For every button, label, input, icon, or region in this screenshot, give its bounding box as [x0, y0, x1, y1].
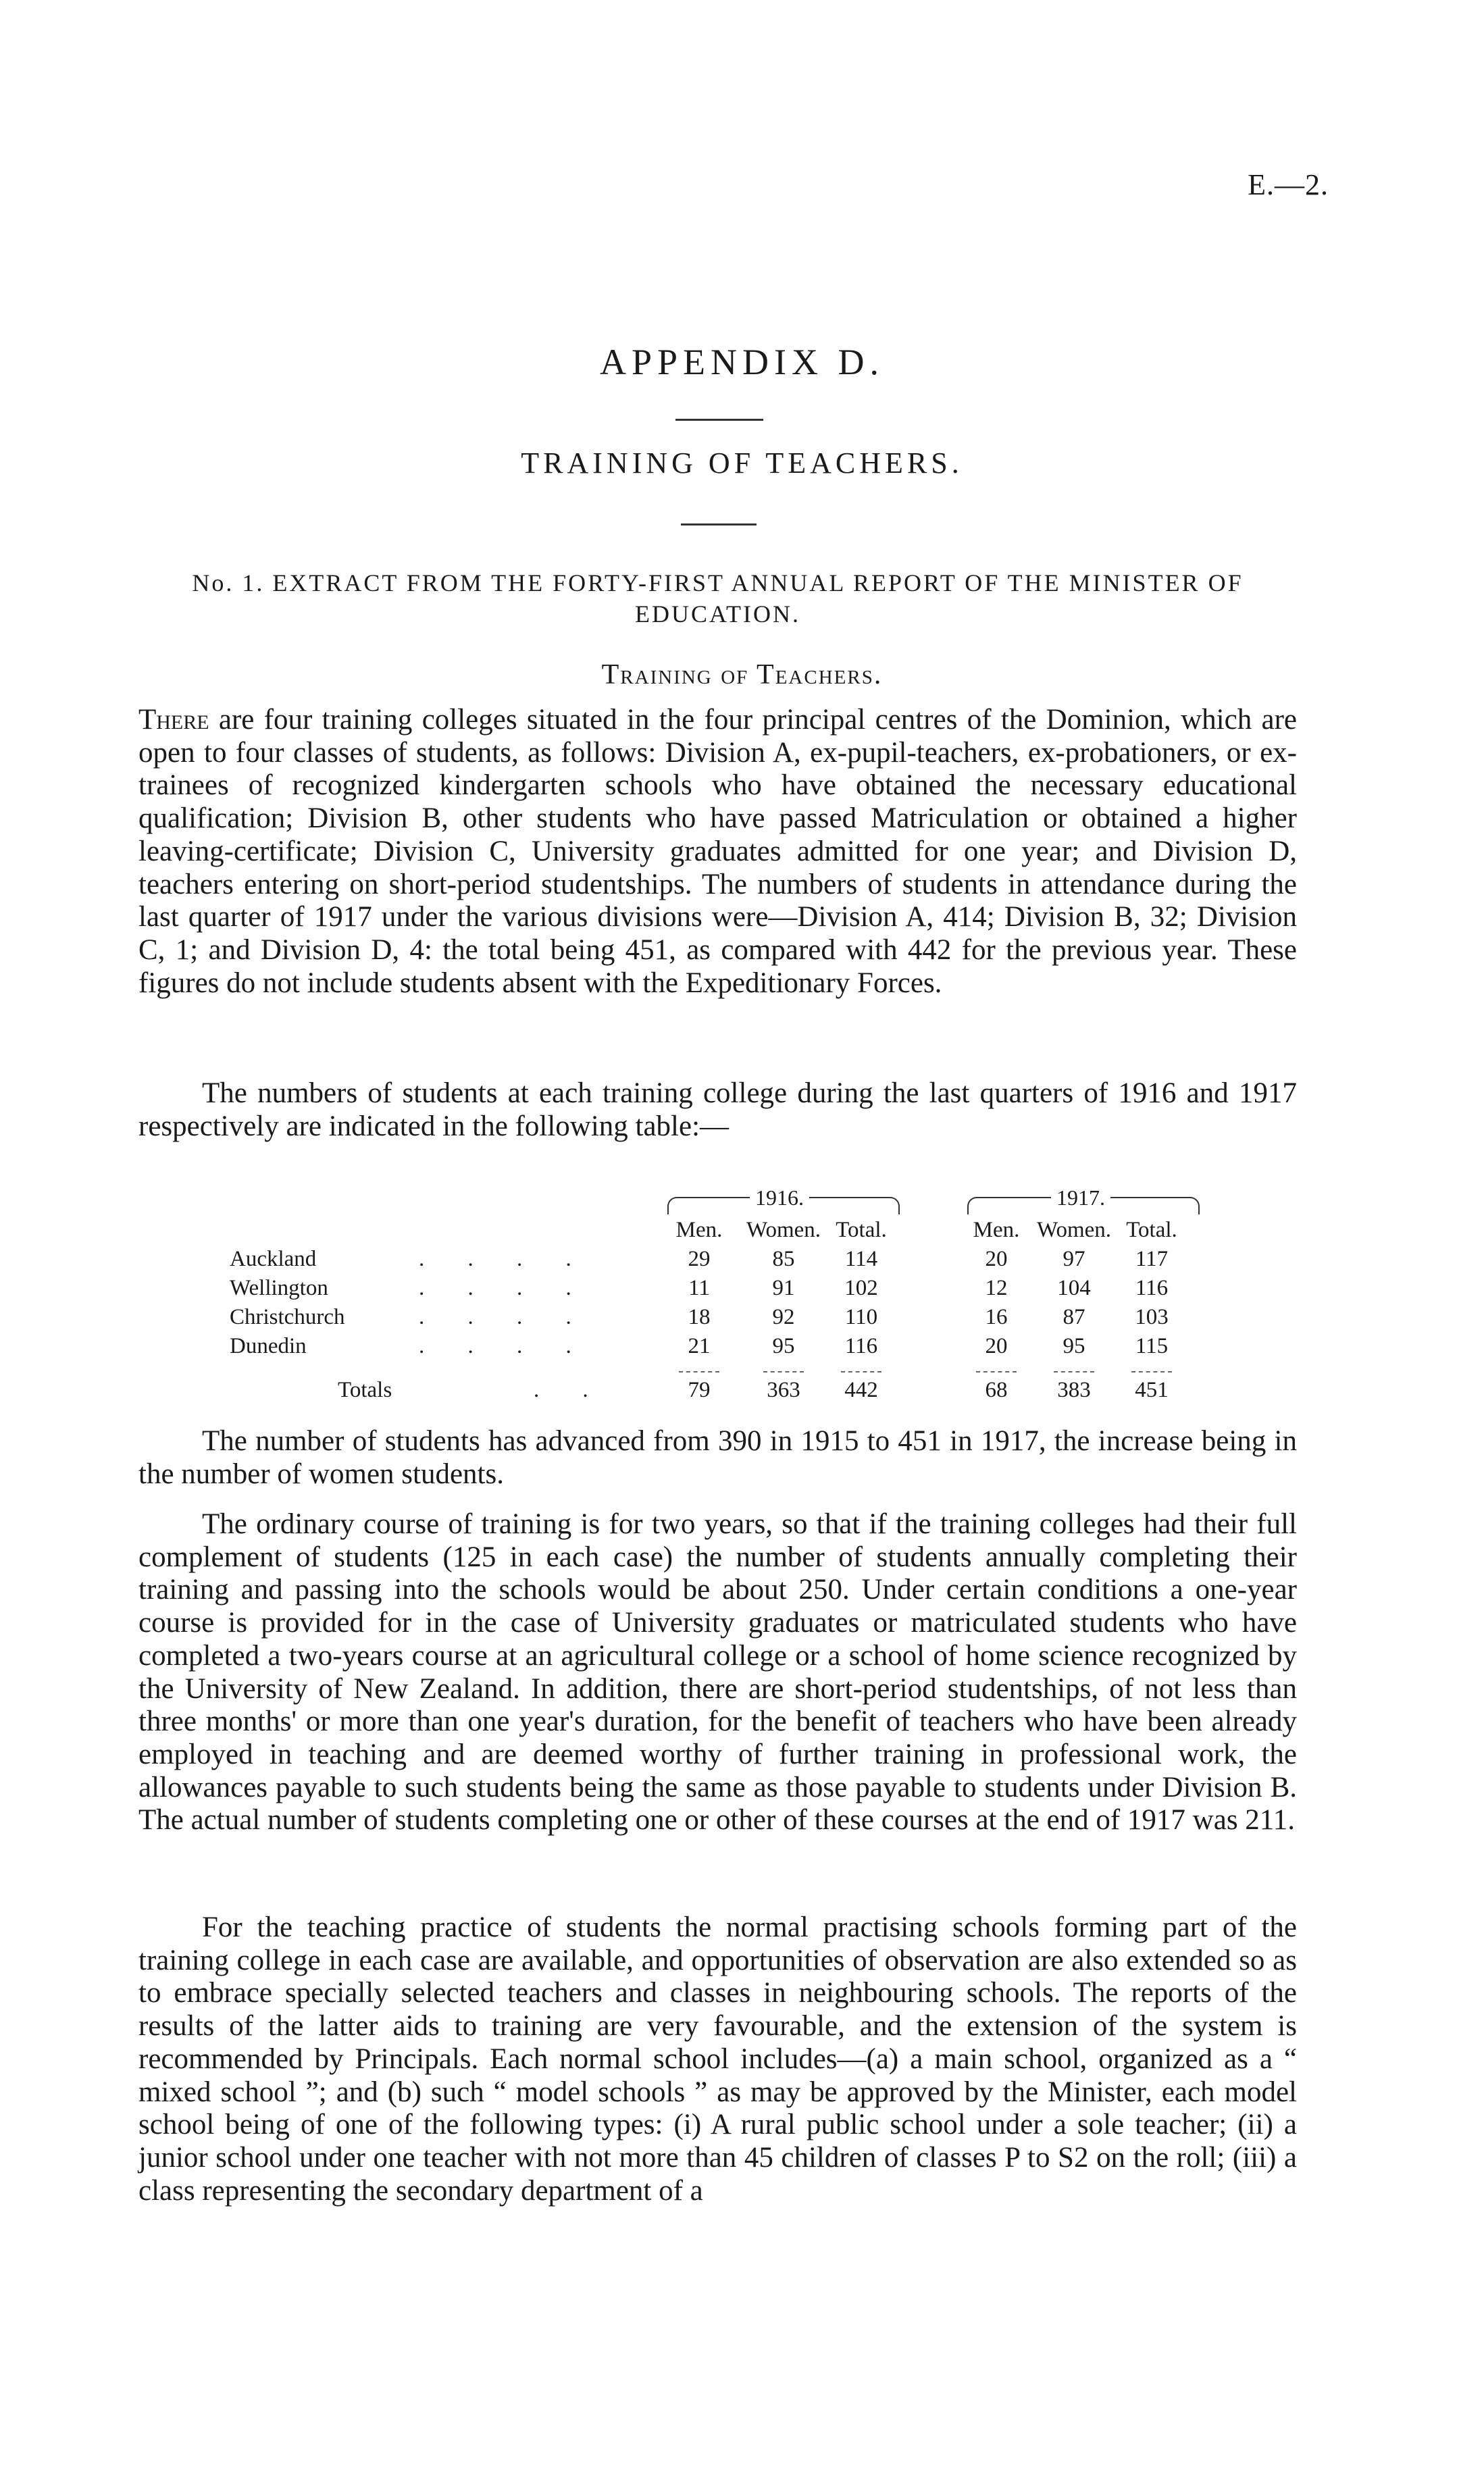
col-header: Women.	[746, 1218, 821, 1242]
sub-heading: Training of Teachers.	[601, 659, 883, 690]
table-cell: 102	[844, 1276, 878, 1300]
totals-leader-dots: . .	[534, 1378, 607, 1402]
sum-rule	[841, 1371, 881, 1374]
row-label: Auckland	[230, 1247, 317, 1271]
paragraph-course: The ordinary course of training is for two years, so that if the training colleges had their full complement of students (125 in each case) the number of students annually completing their training and passing into the schools would be about 250. Under certain conditions a one-year course is provided for in the case of University graduates or matriculated students who have completed a two-years course at an agricultural college or a school of home science recognized by the University of New Zealand. In addition, there are short-period studentships, of not less than three months' or more than one year's duration, for the benefit of teachers who have been already employed in teaching and are deemed worthy of further training in professional work, the allowances payable to such students being the same as those payable to students under Division B. The actual number of students completing one or other of these courses at the end of 1917 was 211.	[138, 1508, 1297, 1837]
extract-heading: No. 1. EXTRACT FROM THE FORTY-FIRST ANNUAL REPORT OF THE MINISTER OF EDUCATION.	[192, 569, 1244, 627]
paragraph-lead-word: There	[138, 704, 209, 736]
table-cell: 29	[688, 1247, 711, 1271]
totals-cell: 451	[1135, 1378, 1169, 1402]
totals-cell: 68	[985, 1378, 1008, 1402]
row-leader-dots: . . . .	[419, 1247, 590, 1271]
sum-rule	[1131, 1371, 1172, 1374]
table-cell: 18	[688, 1305, 711, 1329]
table-cell: 116	[1135, 1276, 1169, 1300]
table-cell: 87	[1063, 1305, 1085, 1329]
row-leader-dots: . . . .	[419, 1276, 590, 1300]
paragraph-growth: The number of students has advanced from 390 in 1915 to 451 in 1917, the increase being in the number of women students.	[138, 1425, 1297, 1490]
table-cell: 117	[1135, 1247, 1169, 1271]
col-header: Total.	[836, 1218, 887, 1242]
sum-rule	[976, 1371, 1017, 1374]
row-leader-dots: . . . .	[419, 1334, 590, 1358]
col-header: Men.	[973, 1218, 1020, 1242]
table-cell: 114	[844, 1247, 878, 1271]
table-cell: 103	[1135, 1305, 1169, 1329]
totals-label-text: Totals	[338, 1378, 392, 1402]
table-cell: 20	[985, 1247, 1008, 1271]
col-header: Total.	[1126, 1218, 1177, 1242]
totals-cell: 442	[844, 1378, 878, 1402]
paragraph-intro-body: are four training colleges situated in the four principal centres of the Dominion, which are open to four classes of students, as follows: Division A, ex-pupil-teachers, ex-probationers, or ex-trainees of recognized kindergarten schools who have obtained the necessary educational qualification; Division B, other students who have passed Matriculation or obtained a higher leaving-certificate; Division C, University graduates admitted for one year; and Division D, teachers entering on short-period studentships. The numbers of students in attendance during the last quarter of 1917 under the various divisions were—Division A, 414; Division B, 32; Division C, 1; and Division D, 4: the total being 451, as compared with 442 for the previous year. These figures do not include students absent with the Expeditionary Forces.	[138, 704, 1297, 999]
row-leader-dots: . . . .	[419, 1305, 590, 1329]
paragraph-table-intro: The numbers of students at each training college during the last quarters of 1916 and 1917 respectively are indicated in the following table:—	[138, 1077, 1297, 1142]
col-header: Women.	[1036, 1218, 1112, 1242]
table-cell: 116	[844, 1334, 878, 1358]
totals-cell: 363	[767, 1378, 800, 1402]
table-cell: 115	[1135, 1334, 1169, 1358]
page-reference: E.—2.	[1248, 168, 1329, 201]
table-cell: 110	[844, 1305, 878, 1329]
row-label: Wellington	[230, 1276, 328, 1300]
table-cell: 11	[688, 1276, 710, 1300]
table-cell: 85	[772, 1247, 795, 1271]
table-cell: 104	[1057, 1276, 1091, 1300]
row-label: Christchurch	[230, 1305, 345, 1329]
col-header: Men.	[675, 1218, 723, 1242]
totals-cell: 79	[688, 1378, 711, 1402]
table-cell: 12	[985, 1276, 1008, 1300]
row-label: Dunedin	[230, 1334, 307, 1358]
sum-rule	[679, 1371, 719, 1374]
year-1917-label: 1917.	[1051, 1185, 1110, 1210]
year-1916-label: 1916.	[750, 1185, 809, 1210]
paragraph-practice: For the teaching practice of students the normal practising schools forming part of the training college in each case are available, and opportunities of observation are also extended so as to embrace specially selected teachers and classes in neighbouring schools. The reports of the results of the latter aids to training are very favourable, and the extension of the system is recommended by Principals. Each normal school includes—(a) a main school, organized as a “ mixed school ”; and (b) such “ model schools ” as may be approved by the Minister, each model school being of one of the following types: (i) A rural public school under a sole teacher; (ii) a junior school under one teacher with not more than 45 children of classes P to S2 on the roll; (iii) a class representing the secondary department of a	[138, 1911, 1297, 2207]
appendix-title: APPENDIX D.	[599, 342, 885, 382]
table-cell: 16	[985, 1305, 1008, 1329]
table-cell: 95	[1063, 1334, 1085, 1358]
table-cell: 91	[772, 1276, 795, 1300]
table-cell: 95	[772, 1334, 795, 1358]
sum-rule	[1054, 1371, 1094, 1374]
section-title: TRAINING OF TEACHERS.	[521, 446, 963, 480]
table-cell: 97	[1063, 1247, 1085, 1271]
table-cell: 92	[772, 1305, 795, 1329]
totals-cell: 383	[1057, 1378, 1091, 1402]
sum-rule	[763, 1371, 804, 1374]
table-cell: 20	[985, 1334, 1008, 1358]
table-cell: 21	[688, 1334, 711, 1358]
